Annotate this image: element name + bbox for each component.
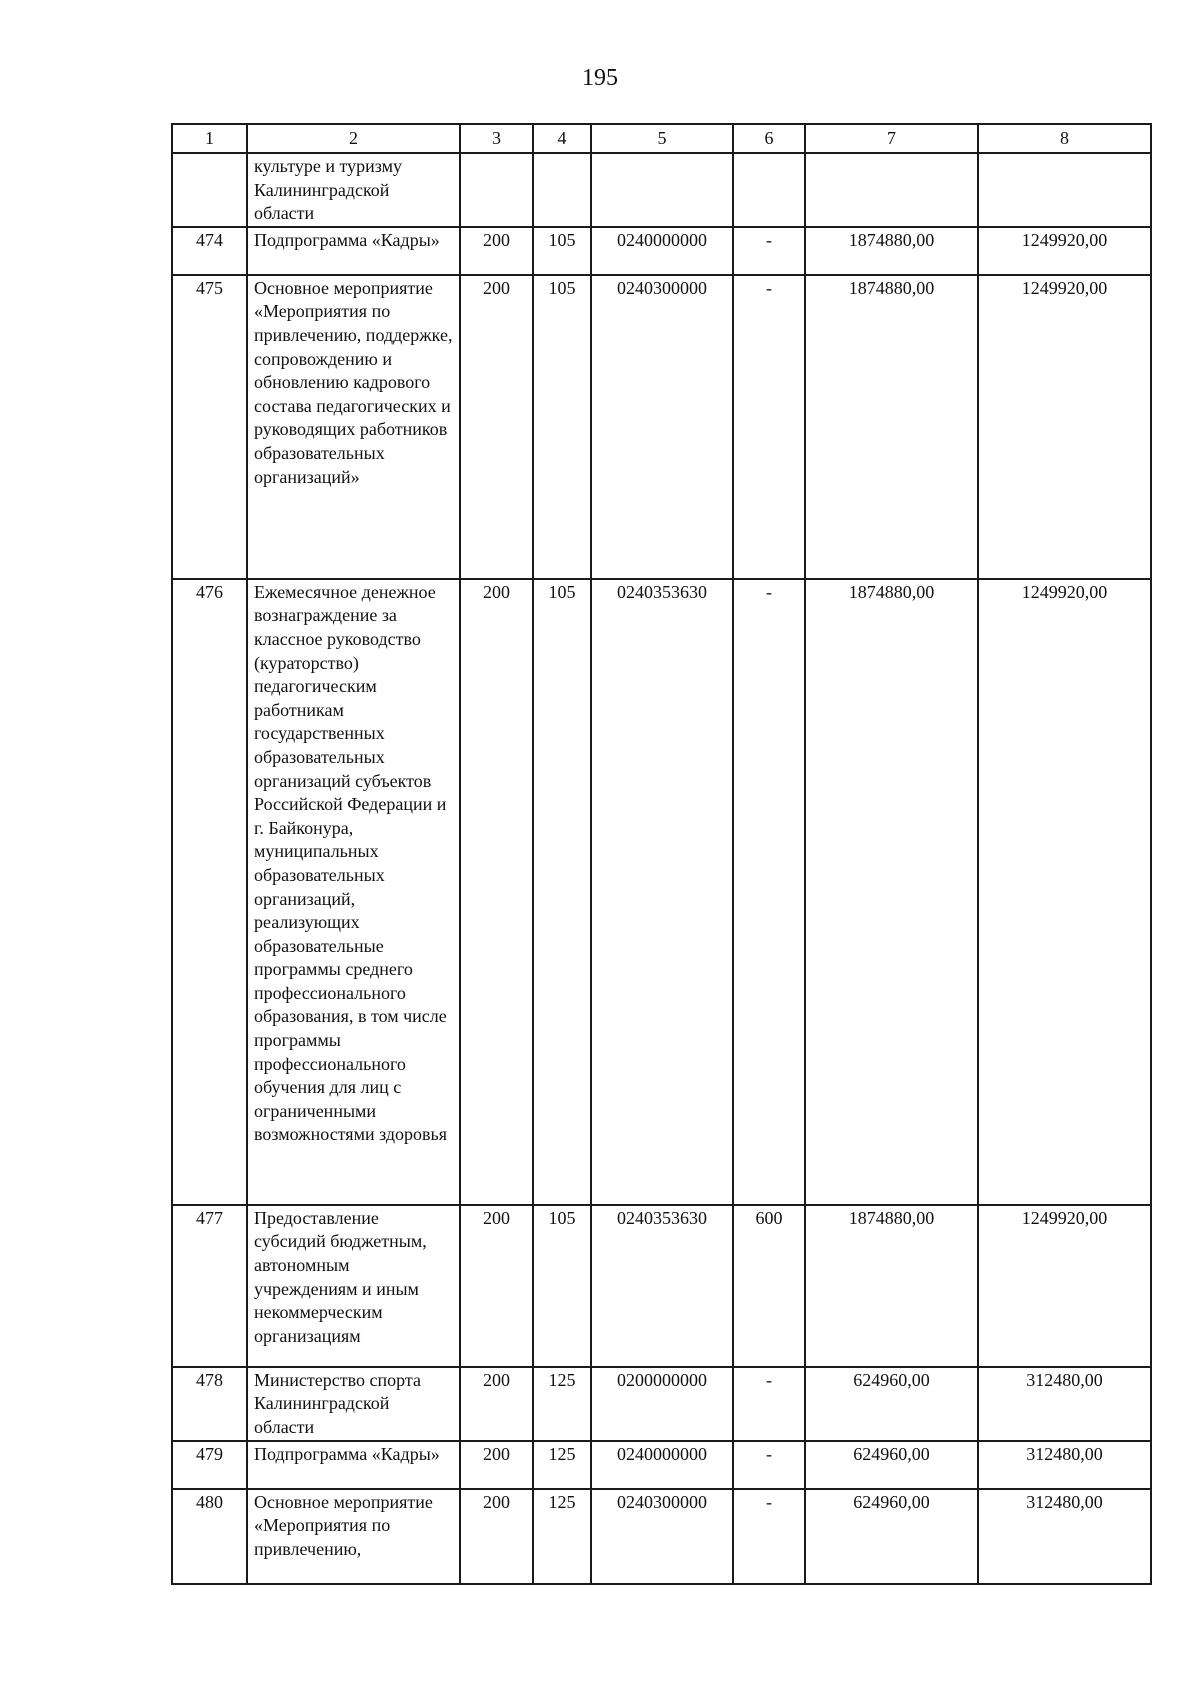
header-cell: 1: [172, 124, 247, 153]
cell-col4: 105: [533, 1205, 591, 1367]
row-number: 477: [172, 1205, 247, 1367]
cell-col6: 600: [733, 1205, 805, 1367]
cell-col8: 312480,00: [978, 1367, 1151, 1441]
table-row: [172, 153, 1151, 227]
cell-col8: 1249920,00: [978, 275, 1151, 579]
cell-col5: 0240300000: [591, 1489, 733, 1584]
table-row: [172, 1489, 1151, 1584]
cell-col8: [978, 153, 1151, 227]
cell-col3: 200: [460, 275, 533, 579]
header-cell: 7: [805, 124, 978, 153]
row-number: 479: [172, 1441, 247, 1489]
header-row: [172, 124, 1151, 153]
cell-col6: -: [733, 1441, 805, 1489]
cell-col8: 312480,00: [978, 1489, 1151, 1584]
table-row: [172, 1441, 1151, 1489]
row-name: [247, 1489, 460, 1584]
cell-col8: 1249920,00: [978, 227, 1151, 275]
cell-col3: 200: [460, 227, 533, 275]
page-number: 195: [582, 65, 618, 91]
table-row: [172, 227, 1151, 275]
row-name: [247, 153, 460, 227]
row-name: [247, 1205, 460, 1367]
cell-col8: 1249920,00: [978, 579, 1151, 1205]
table-row: [172, 1367, 1151, 1441]
row-number: 474: [172, 227, 247, 275]
cell-col3: 200: [460, 1205, 533, 1367]
cell-col6: -: [733, 579, 805, 1205]
cell-col4: 105: [533, 227, 591, 275]
cell-col4: [533, 153, 591, 227]
cell-col5: 0240000000: [591, 227, 733, 275]
row-name-text: Подпрограмма «Кадры»: [254, 229, 440, 250]
cell-col3: 200: [460, 1441, 533, 1489]
cell-col6: -: [733, 227, 805, 275]
cell-col4: 125: [533, 1489, 591, 1584]
row-name-text: Основное мероприятие «Мероприятия по привлечению,: [254, 1491, 433, 1559]
cell-col7: 1874880,00: [805, 579, 978, 1205]
header-cell: 5: [591, 124, 733, 153]
header-cell: 3: [460, 124, 533, 153]
header-cell: 4: [533, 124, 591, 153]
row-name: [247, 275, 460, 579]
table-row: [172, 1205, 1151, 1367]
row-number: 475: [172, 275, 247, 579]
cell-col3: 200: [460, 1489, 533, 1584]
cell-col7: [805, 153, 978, 227]
row-number: [172, 153, 247, 227]
budget-table: [171, 123, 1152, 1585]
row-name-text: Подпрограмма «Кадры»: [254, 1443, 440, 1464]
table-row: [172, 275, 1151, 579]
header-cell: 8: [978, 124, 1151, 153]
cell-col5: 0240000000: [591, 1441, 733, 1489]
cell-col6: -: [733, 1489, 805, 1584]
row-name: [247, 579, 460, 1205]
cell-col7: 624960,00: [805, 1441, 978, 1489]
row-name: [247, 227, 460, 275]
cell-col7: 1874880,00: [805, 275, 978, 579]
cell-col4: 125: [533, 1441, 591, 1489]
row-name-text: Предоставление субсидий бюджетным, автономным учреждениям и иным некоммерческим организациям: [254, 1207, 427, 1346]
cell-col5: 0240353630: [591, 1205, 733, 1367]
row-name-text: культуре и туризму Калининградской области: [254, 156, 402, 224]
cell-col5: 0240353630: [591, 579, 733, 1205]
row-name: [247, 1441, 460, 1489]
table-row: [172, 579, 1151, 1205]
cell-col4: 105: [533, 275, 591, 579]
cell-col8: 312480,00: [978, 1441, 1151, 1489]
cell-col7: 1874880,00: [805, 227, 978, 275]
cell-col6: -: [733, 1367, 805, 1441]
cell-col6: -: [733, 275, 805, 579]
row-number: 480: [172, 1489, 247, 1584]
cell-col3: 200: [460, 1367, 533, 1441]
cell-col4: 125: [533, 1367, 591, 1441]
cell-col4: 105: [533, 579, 591, 1205]
cell-col7: 1874880,00: [805, 1205, 978, 1367]
header-cell: 2: [247, 124, 460, 153]
row-name-text: Ежемесячное денежное вознаграждение за классное руководство (кураторство) педагогическим работникам государственных образовательных организаций субъектов Российской Федерации и г. Байконура, муниципальных образовательных организаций, реализующих образовательные программы среднего профессионального образования, в том числе программы профессионального обучения для лиц с ограниченными возможностями здоровья: [254, 581, 448, 1145]
cell-col5: 0200000000: [591, 1367, 733, 1441]
cell-col8: 1249920,00: [978, 1205, 1151, 1367]
row-number: 476: [172, 579, 247, 1205]
cell-col6: [733, 153, 805, 227]
cell-col7: 624960,00: [805, 1489, 978, 1584]
cell-col3: 200: [460, 579, 533, 1205]
row-number: 478: [172, 1367, 247, 1441]
header-cell: 6: [733, 124, 805, 153]
row-name: [247, 1367, 460, 1441]
row-name-text: Министерство спорта Калининградской области: [254, 1369, 421, 1437]
cell-col3: [460, 153, 533, 227]
row-name-text: Основное мероприятие «Мероприятия по привлечению, поддержке, сопровождению и обновлению кадрового состава педагогических и руководящих работников образовательных организаций»: [254, 277, 453, 487]
cell-col5: 0240300000: [591, 275, 733, 579]
cell-col7: 624960,00: [805, 1367, 978, 1441]
cell-col5: [591, 153, 733, 227]
